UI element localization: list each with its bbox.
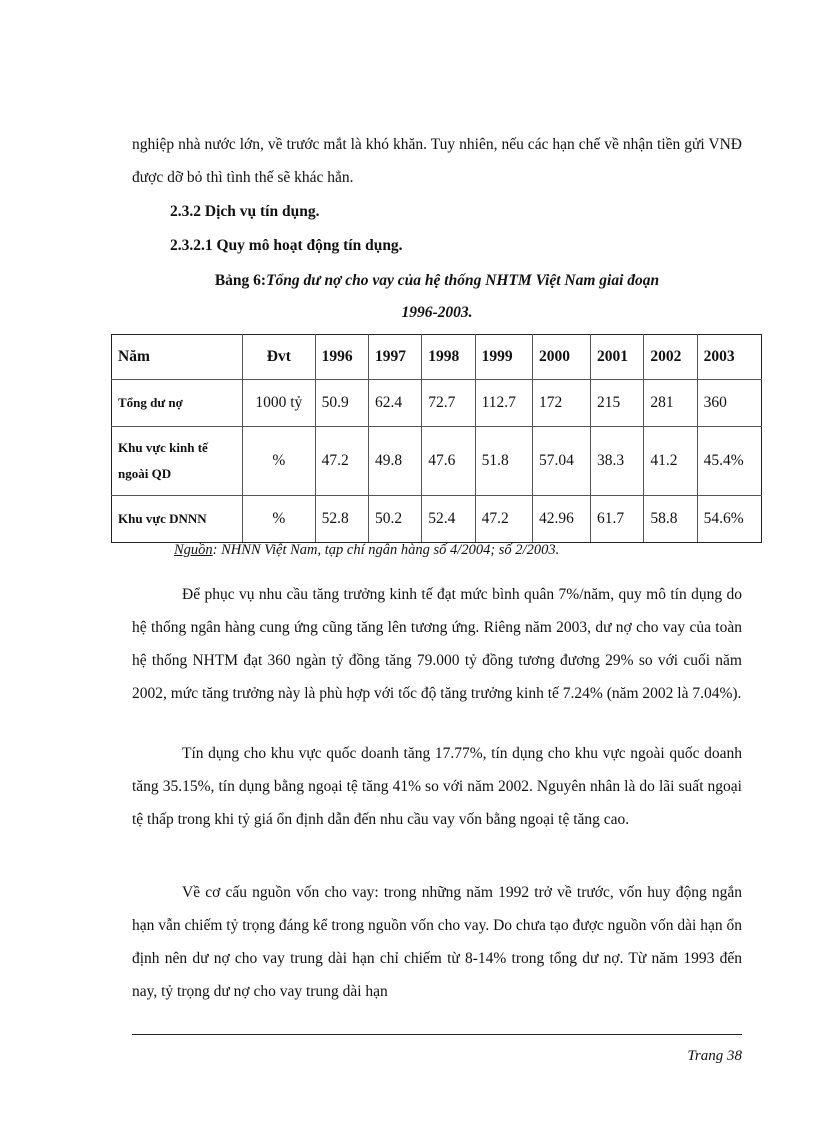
value-cell: 51.8 — [475, 427, 532, 496]
source-label: Nguồn — [174, 542, 213, 558]
value-cell: 281 — [644, 380, 697, 427]
unit-cell: % — [243, 496, 316, 543]
value-cell: 360 — [697, 380, 761, 427]
value-cell: 38.3 — [590, 427, 643, 496]
header-cell: 2000 — [532, 335, 590, 380]
value-cell: 47.6 — [422, 427, 475, 496]
intro-paragraph: nghiệp nhà nước lớn, về trước mắt là khó khăn. Tuy nhiên, nếu các hạn chế về nhận tiền gửi VNĐ được dỡ bỏ thì tình thế sẽ khác hẳn. — [132, 136, 742, 186]
paragraph-credit-scale: Để phục vụ nhu cầu tăng trưởng kinh tế đạt mức bình quân 7%/năm, quy mô tín dụng do hệ thống ngân hàng cung ứng cũng tăng lên tương ứng. Riêng năm 2003, dư nợ cho vay của toàn hệ thống NHTM đạt 360 ngàn tỷ đồng tăng 79.000 tỷ đồng tương đương 29% so với cuối năm 2002, mức tăng trưởng này là phù hợp với tốc độ tăng trưởng kinh tế 7.24% (năm 2002 là 7.04%). — [132, 586, 742, 702]
header-cell: 2001 — [590, 335, 643, 380]
value-cell: 52.8 — [315, 496, 368, 543]
heading-credit-services: 2.3.2 Dịch vụ tín dụng. — [170, 203, 320, 220]
heading-credit-scale: 2.3.2.1 Quy mô hoạt động tín dụng. — [170, 237, 403, 254]
row-label: Khu vực DNNN — [112, 496, 243, 543]
caption-period: 1996-2003. — [401, 304, 473, 321]
table-row — [112, 380, 762, 427]
unit-cell: % — [243, 427, 316, 496]
caption-title: Tổng dư nợ cho vay của hệ thống NHTM Việt Nam giai đoạn — [266, 272, 660, 289]
value-cell: 54.6% — [697, 496, 761, 543]
value-cell: 112.7 — [475, 380, 532, 427]
source-text: : NHNN Việt Nam, tạp chí ngân hàng số 4/2004; số 2/2003. — [212, 542, 560, 558]
table-row — [112, 496, 762, 543]
row-label: Khu vực kinh tế ngoài QD — [112, 427, 243, 496]
value-cell: 42.96 — [532, 496, 590, 543]
value-cell: 72.7 — [422, 380, 475, 427]
value-cell: 47.2 — [315, 427, 368, 496]
footer-divider — [132, 1034, 742, 1035]
value-cell: 57.04 — [532, 427, 590, 496]
credit-table — [111, 334, 762, 543]
paragraph-credit-sectors: Tín dụng cho khu vực quốc doanh tăng 17.77%, tín dụng cho khu vực ngoài quốc doanh tăng 35.15%, tín dụng bằng ngoại tệ tăng 41% so với năm 2002. Nguyên nhân là do lãi suất ngoại tệ thấp trong khi tỷ giá ổn định dẫn đến nhu cầu vay vốn bằng ngoại tệ tăng cao. — [132, 745, 742, 828]
table-source — [174, 542, 559, 559]
value-cell: 47.2 — [475, 496, 532, 543]
header-cell: Năm — [112, 335, 243, 380]
value-cell: 49.8 — [368, 427, 421, 496]
value-cell: 52.4 — [422, 496, 475, 543]
header-cell: 2002 — [644, 335, 697, 380]
paragraph-capital-structure: Về cơ cấu nguồn vốn cho vay: trong những năm 1992 trở về trước, vốn huy động ngắn hạn vẫn chiếm tỷ trọng đáng kể trong nguồn vốn cho vay. Do chưa tạo được nguồn vốn dài hạn ổn định nên dư nợ cho vay trung dài hạn chỉ chiếm từ 8-14% trong tổng dư nợ. Từ năm 1993 đến nay, tỷ trọng dư nợ cho vay trung dài hạn — [132, 884, 742, 1000]
header-cell: 2003 — [697, 335, 761, 380]
value-cell: 41.2 — [644, 427, 697, 496]
value-cell: 62.4 — [368, 380, 421, 427]
table-row — [112, 427, 762, 496]
header-cell: Đvt — [243, 335, 316, 380]
value-cell: 58.8 — [644, 496, 697, 543]
header-cell: 1996 — [315, 335, 368, 380]
table-header-row — [112, 335, 762, 380]
value-cell: 215 — [590, 380, 643, 427]
value-cell: 50.2 — [368, 496, 421, 543]
page-number: Trang 38 — [687, 1048, 742, 1064]
value-cell: 61.7 — [590, 496, 643, 543]
value-cell: 50.9 — [315, 380, 368, 427]
table-caption — [132, 265, 742, 329]
caption-label: Bảng 6: — [214, 272, 267, 289]
unit-cell: 1000 tỷ — [243, 380, 316, 427]
header-cell: 1997 — [368, 335, 421, 380]
value-cell: 172 — [532, 380, 590, 427]
header-cell: 1998 — [422, 335, 475, 380]
value-cell: 45.4% — [697, 427, 761, 496]
header-cell: 1999 — [475, 335, 532, 380]
row-label: Tổng dư nợ — [112, 380, 243, 427]
